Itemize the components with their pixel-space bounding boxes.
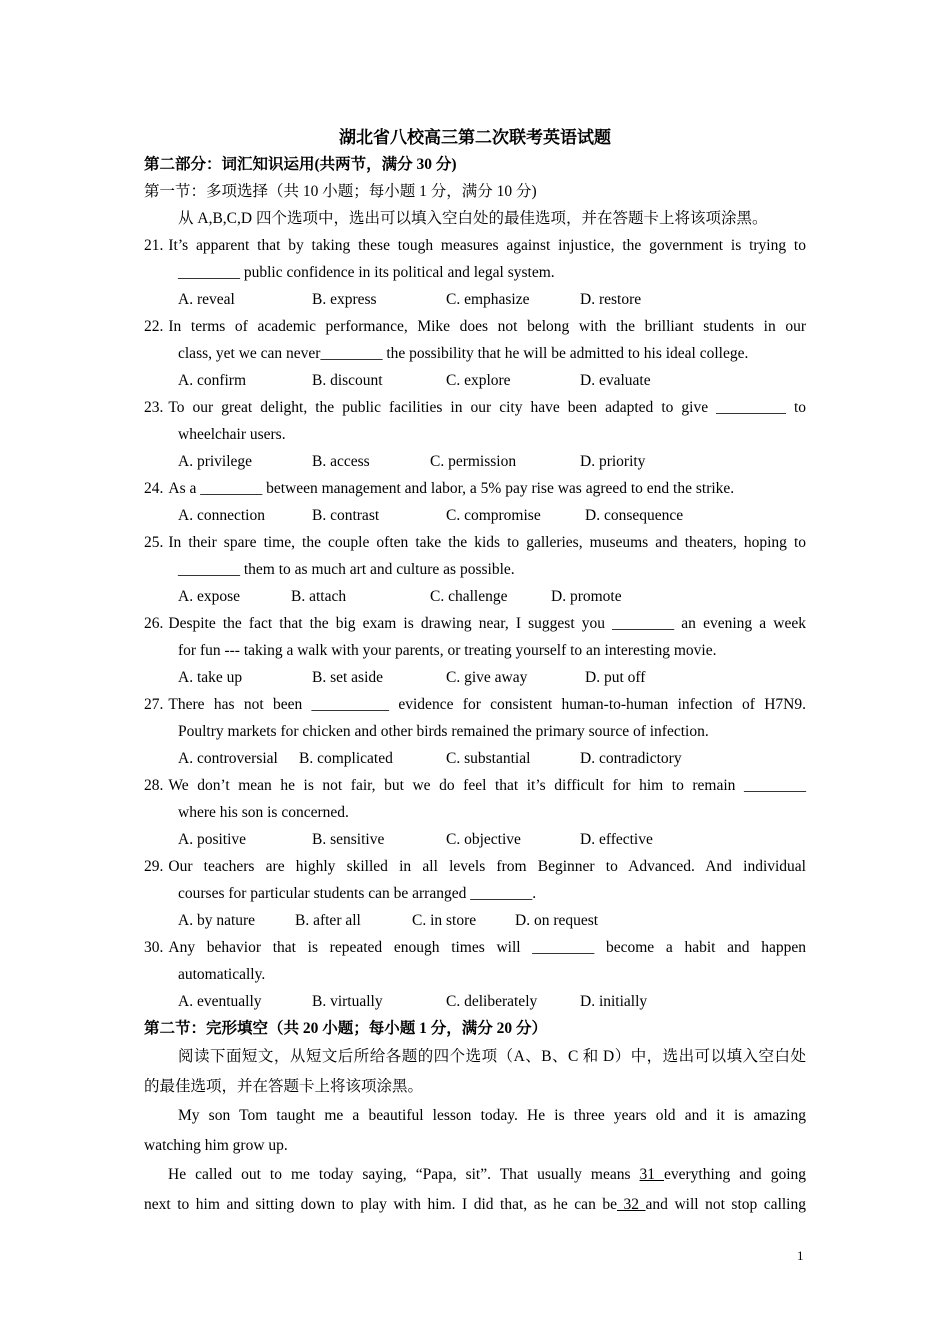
passage-p1-line2: watching him grow up. (144, 1136, 288, 1154)
section2-instruction (144, 1042, 806, 1101)
question-24 (144, 475, 806, 529)
question-stem-line2: where his son is concerned. (178, 804, 349, 821)
question-26 (144, 610, 806, 691)
question-text: In their spare time, the couple often take the kids to galleries, museums and theaters, hoping to (168, 534, 806, 551)
option-c[interactable]: C. challenge (430, 588, 508, 605)
question-stem-line2: ________ them to as much art and culture as possible. (178, 561, 515, 578)
option-d[interactable]: D. initially (580, 993, 648, 1010)
option-d[interactable]: D. consequence (585, 507, 684, 524)
option-d[interactable]: D. put off (585, 669, 646, 686)
option-b[interactable]: B. express (312, 291, 377, 308)
option-d[interactable]: D. contradictory (580, 750, 682, 767)
option-c[interactable]: C. objective (446, 831, 521, 848)
passage-p1-line1: My son Tom taught me a beautiful lesson today. He is three years old and it is amazing (178, 1107, 806, 1124)
page-number: 1 (797, 1248, 804, 1263)
option-c[interactable]: C. substantial (446, 750, 531, 767)
passage-p2-text-a: He called out to me today saying, “Papa, sit”. That usually means (168, 1166, 640, 1183)
question-27 (144, 691, 806, 772)
question-stem-line2: ________ public confidence in its political and legal system. (178, 264, 555, 281)
option-d[interactable]: D. promote (551, 588, 622, 605)
question-text: It’s apparent that by taking these tough measures against injustice, the government is trying to (168, 237, 806, 254)
question-text: Despite the fact that the big exam is drawing near, I suggest you ________ an evening a week (168, 615, 806, 632)
question-number: 27. (144, 696, 164, 713)
section1-heading: 第一节：多项选择（共 10 小题；每小题 1 分，满分 10 分) (144, 183, 537, 200)
question-number: 29. (144, 858, 164, 875)
option-c[interactable]: C. permission (430, 453, 517, 470)
question-number: 23. (144, 399, 164, 416)
option-b[interactable]: B. access (312, 453, 370, 470)
option-b[interactable]: B. complicated (299, 750, 393, 767)
option-a[interactable]: A. controversial (178, 750, 278, 767)
question-text: As a ________ between management and labor, a 5% pay rise was agreed to end the strike. (168, 480, 735, 497)
option-b[interactable]: B. contrast (312, 507, 380, 524)
question-22 (144, 313, 806, 394)
option-d[interactable]: D. on request (515, 912, 599, 929)
question-text: To our great delight, the public facilities in our city have been adapted to give _________ to (168, 399, 806, 416)
passage-p2-line2 (144, 1190, 806, 1220)
section1-instruction: 从 A,B,C,D 四个选项中，选出可以填入空白处的最佳选项，并在答题卡上将该项涂黑。 (178, 210, 768, 227)
option-c[interactable]: C. explore (446, 372, 511, 389)
passage-p2-text-d: and will not stop calling (645, 1195, 806, 1213)
option-a[interactable]: A. confirm (178, 372, 247, 389)
question-number: 25. (144, 534, 164, 551)
option-b[interactable]: B. virtually (312, 993, 383, 1010)
question-number: 22. (144, 318, 164, 335)
question-23 (144, 394, 806, 475)
question-number: 24. (144, 480, 164, 497)
question-28 (144, 772, 806, 853)
answer-options (144, 988, 806, 1015)
option-b[interactable]: B. sensitive (312, 831, 385, 848)
section2-instruction-line1: 阅读下面短文，从短文后所给各题的四个选项（A、B、C 和 D）中，选出可以填入空白处 (178, 1048, 806, 1065)
question-stem-line2: for fun --- taking a walk with your parents, or treating yourself to an interesting movie. (178, 642, 717, 659)
question-30 (144, 934, 806, 1015)
part2-heading: 第二部分：词汇知识运用(共两节，满分 30 分) (144, 156, 457, 173)
option-a[interactable]: A. take up (178, 669, 243, 686)
answer-options (144, 502, 806, 529)
option-c[interactable]: C. emphasize (446, 291, 530, 308)
question-stem-line1 (144, 313, 806, 340)
option-a[interactable]: A. reveal (178, 291, 235, 308)
answer-options (144, 907, 806, 934)
question-21 (144, 232, 806, 313)
answer-options (144, 826, 806, 853)
option-d[interactable]: D. evaluate (580, 372, 651, 389)
question-text: We don’t mean he is not fair, but we do feel that it’s difficult for him to remain ________ (168, 777, 806, 794)
answer-options (144, 583, 806, 610)
question-29 (144, 853, 806, 934)
question-stem-line1 (144, 853, 806, 880)
question-stem-line1 (144, 772, 806, 799)
question-stem-line1 (144, 934, 806, 961)
passage-paragraph-1 (144, 1101, 806, 1160)
blank-31: 31 (639, 1166, 665, 1183)
question-stem-line1 (144, 232, 806, 259)
question-number: 28. (144, 777, 164, 794)
answer-options (144, 286, 806, 313)
answer-options (144, 448, 806, 475)
question-text: Our teachers are highly skilled in all levels from Beginner to Advanced. And individual (168, 858, 806, 875)
option-b[interactable]: B. attach (291, 588, 347, 605)
question-stem-line1 (144, 610, 806, 637)
option-b[interactable]: B. discount (312, 372, 383, 389)
option-a[interactable]: A. positive (178, 831, 247, 848)
question-number: 30. (144, 939, 164, 956)
question-25 (144, 529, 806, 610)
blank-32: 32 (616, 1195, 646, 1213)
question-stem-line1 (144, 529, 806, 556)
option-d[interactable]: D. priority (580, 453, 646, 470)
question-stem-line1 (144, 394, 806, 421)
option-a[interactable]: A. expose (178, 588, 240, 605)
passage-p2-line1 (144, 1160, 806, 1190)
question-stem-line1 (144, 691, 806, 718)
passage-p2-text-b: everything and going (664, 1166, 806, 1183)
question-text: In terms of academic performance, Mike does not belong with the brilliant students in our (168, 318, 806, 335)
page-content (144, 124, 806, 1219)
option-a[interactable]: A. connection (178, 507, 265, 524)
question-stem-line2: wheelchair users. (178, 426, 286, 443)
section2-heading: 第二节：完形填空（共 20 小题；每小题 1 分，满分 20 分） (144, 1020, 548, 1037)
question-list (144, 232, 806, 1015)
question-text: There has not been __________ evidence for consistent human-to-human infection of H7N9. (168, 696, 806, 713)
option-d[interactable]: D. effective (580, 831, 653, 848)
option-d[interactable]: D. restore (580, 291, 642, 308)
option-a[interactable]: A. by nature (178, 912, 256, 929)
passage-p2-text-c: next to him and sitting down to play with him. I did that, as he can be (144, 1195, 617, 1213)
option-c[interactable]: C. compromise (446, 507, 541, 524)
option-a[interactable]: A. privilege (178, 453, 253, 470)
question-stem-line2: class, yet we can never________ the possibility that he will be admitted to his ideal college. (178, 345, 749, 362)
section2-instruction-line2: 的最佳选项，并在答题卡上将该项涂黑。 (144, 1077, 424, 1095)
question-stem-line2: courses for particular students can be arranged ________. (178, 885, 537, 902)
question-stem-line1 (144, 475, 806, 502)
question-text: Any behavior that is repeated enough times will ________ become a habit and happen (168, 939, 806, 956)
question-stem-line2: Poultry markets for chicken and other birds remained the primary source of infection. (178, 723, 709, 740)
option-b[interactable]: B. set aside (312, 669, 384, 686)
option-b[interactable]: B. after all (295, 912, 361, 929)
question-number: 26. (144, 615, 164, 632)
option-a[interactable]: A. eventually (178, 993, 262, 1010)
question-stem-line2: automatically. (178, 966, 266, 983)
option-c[interactable]: C. give away (446, 669, 528, 686)
answer-options (144, 745, 806, 772)
option-c[interactable]: C. in store (412, 912, 477, 929)
answer-options (144, 664, 806, 691)
question-number: 21. (144, 237, 164, 254)
answer-options (144, 367, 806, 394)
option-c[interactable]: C. deliberately (446, 993, 538, 1010)
page-title: 湖北省八校高三第二次联考英语试题 (339, 128, 611, 147)
passage-paragraph-2 (144, 1160, 806, 1219)
